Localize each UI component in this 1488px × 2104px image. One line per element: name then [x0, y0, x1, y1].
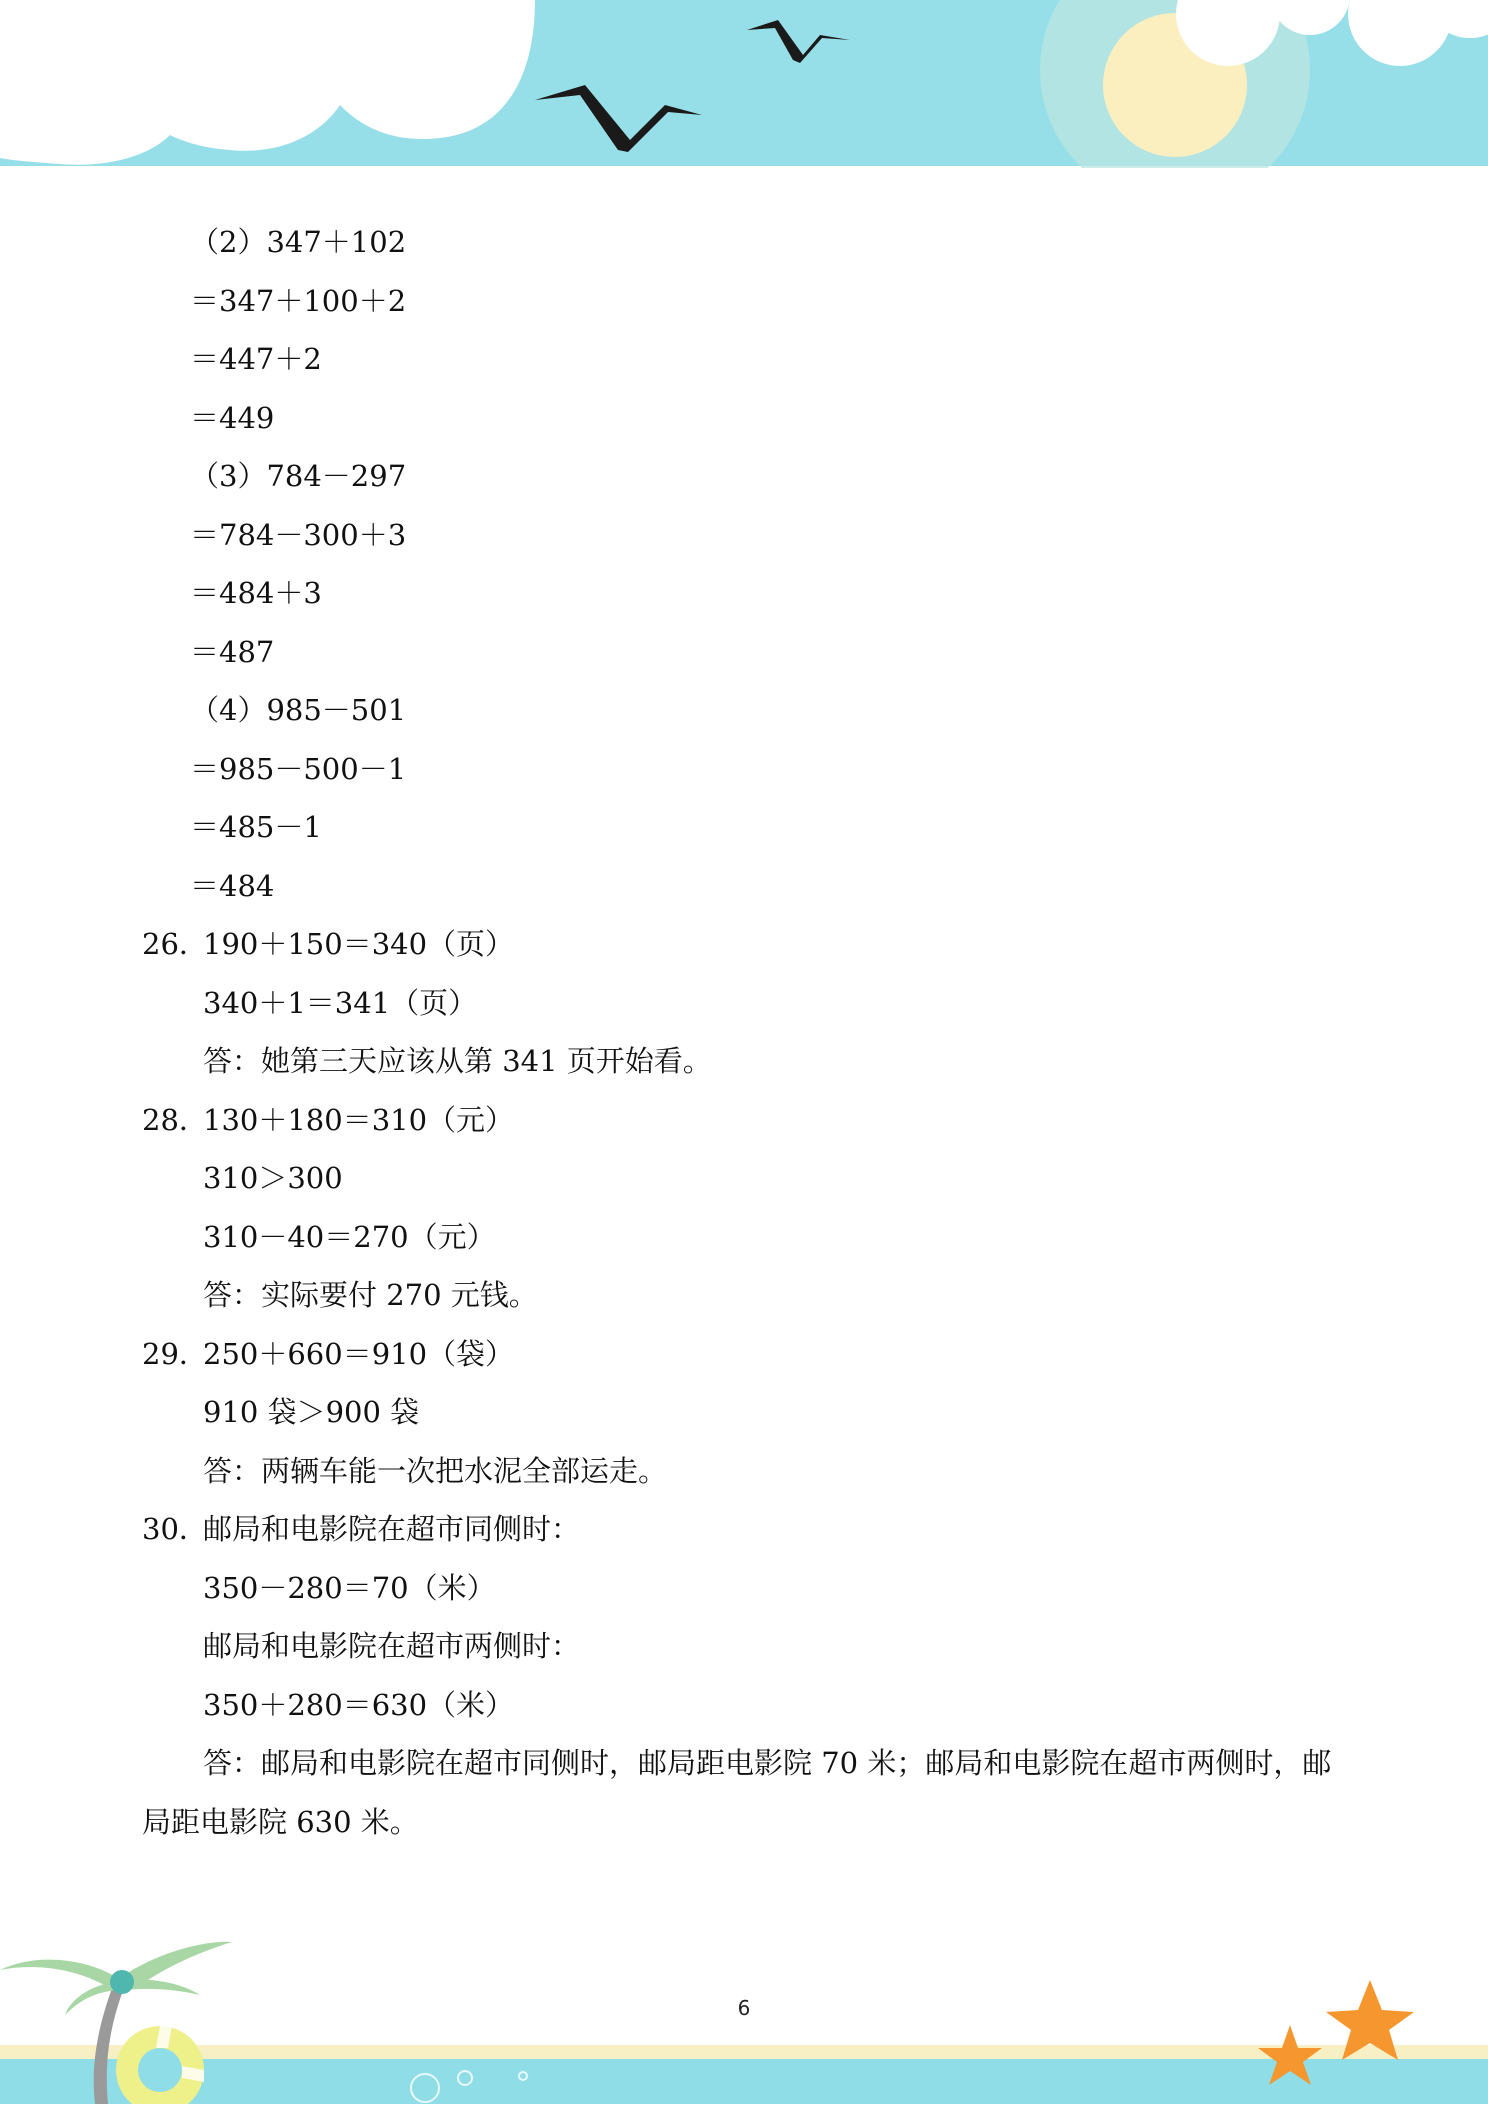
text-line: ＝484＋3	[190, 576, 322, 610]
text-line: 190＋150＝340（页）	[203, 927, 515, 961]
text-line: （3）784－297	[190, 459, 407, 493]
question-number: 26．	[142, 927, 208, 961]
text-line: ＝485－1	[190, 810, 322, 844]
text-line: 350＋280＝630（米）	[203, 1688, 515, 1722]
question-number: 28．	[142, 1103, 208, 1137]
swim-ring-icon	[116, 2026, 204, 2104]
text-line: ＝487	[190, 635, 275, 669]
text-line: ＝985－500－1	[190, 752, 407, 786]
question-number: 30．	[142, 1512, 208, 1546]
answer-line: 答：她第三天应该从第 341 页开始看。	[203, 1044, 712, 1078]
text-line: 910 袋＞900 袋	[203, 1395, 420, 1429]
text-line: ＝484	[190, 869, 275, 903]
text-line: 350－280＝70（米）	[203, 1571, 496, 1605]
answer-line: 答：实际要付 270 元钱。	[203, 1278, 538, 1312]
text-line: ＝347＋100＋2	[190, 284, 407, 318]
text-line: 310＞300	[203, 1161, 343, 1195]
text-line: 邮局和电影院在超市两侧时：	[203, 1629, 581, 1663]
page-number: 6	[737, 1996, 751, 2020]
text-line: 310－40＝270（元）	[203, 1220, 496, 1254]
question-number: 29．	[142, 1337, 208, 1371]
text-line: （2）347＋102	[190, 225, 407, 259]
text-line: 邮局和电影院在超市同侧时：	[203, 1512, 581, 1546]
text-line: ＝447＋2	[190, 342, 322, 376]
text-line: 130＋180＝310（元）	[203, 1103, 515, 1137]
text-line: ＝784－300＋3	[190, 518, 407, 552]
answer-line: 答：两辆车能一次把水泥全部运走。	[203, 1454, 668, 1488]
text-line: ＝449	[190, 401, 275, 435]
text-line: 250＋660＝910（袋）	[203, 1337, 515, 1371]
text-line: （4）985－501	[190, 693, 407, 727]
answer-line-continued: 局距电影院 630 米。	[142, 1805, 419, 1839]
answer-line: 答：邮局和电影院在超市同侧时，邮局距电影院 70 米；邮局和电影院在超市两侧时，邮	[203, 1746, 1332, 1780]
text-line: 340＋1＝341（页）	[203, 986, 478, 1020]
